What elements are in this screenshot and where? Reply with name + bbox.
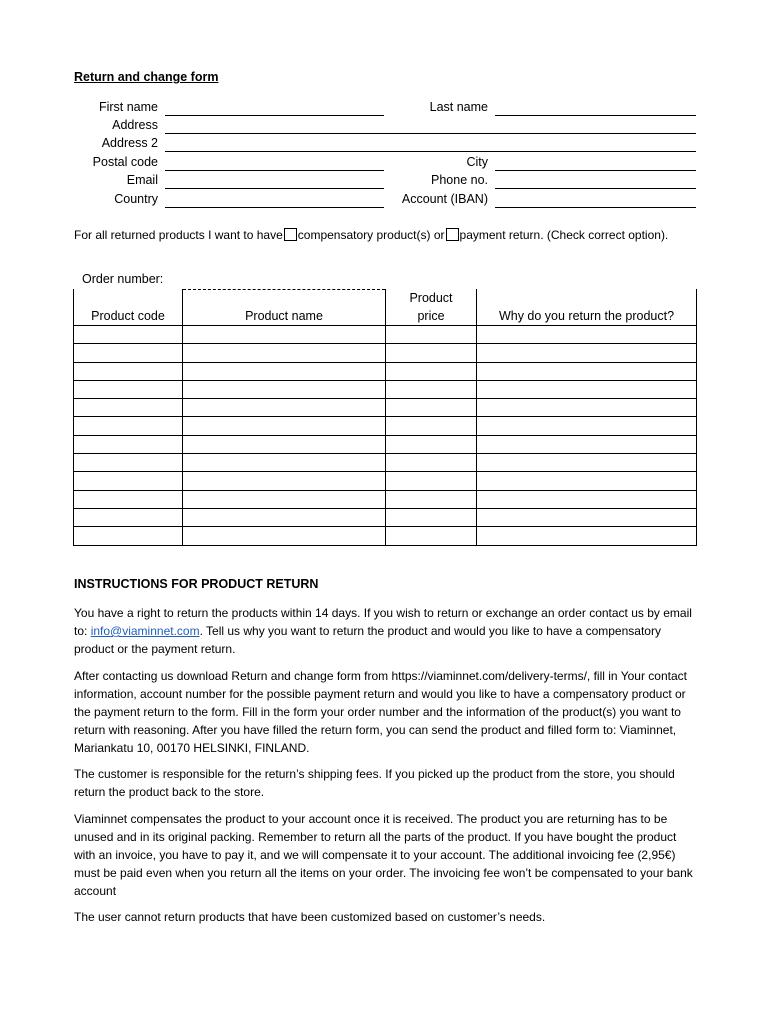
reason-cell[interactable]	[477, 399, 697, 417]
price-cell[interactable]	[386, 527, 477, 545]
price-cell[interactable]	[386, 344, 477, 362]
table-body	[74, 326, 697, 546]
reason-cell[interactable]	[477, 417, 697, 435]
instructions-paragraph-2: After contacting us download Return and change form from https://viaminnet.com/delivery-terms/, fill in Your contact information, account number for the possible payment return and would you like to have a compensatory product or the payment return to the form. Fill in the form your order number and the information of the product(s) you want to return with reasoning. After you have filled the return form, you can send the product and filled form to: Viaminnet, Mariankatu 10, 00170 HELSINKI, FINLAND.	[74, 669, 687, 755]
phone-field[interactable]	[495, 188, 696, 189]
price-cell[interactable]	[386, 326, 477, 344]
reason-cell[interactable]	[477, 472, 697, 490]
code-cell[interactable]	[74, 380, 183, 398]
table-row	[74, 508, 697, 526]
form-title: Return and change form	[74, 70, 219, 84]
table-row	[74, 472, 697, 490]
code-cell[interactable]	[74, 399, 183, 417]
postal-code-field[interactable]	[165, 170, 384, 171]
country-field[interactable]	[165, 207, 384, 208]
reason-cell[interactable]	[477, 490, 697, 508]
table-row	[74, 362, 697, 380]
code-cell[interactable]	[74, 435, 183, 453]
price-cell[interactable]	[386, 435, 477, 453]
address2-field[interactable]	[165, 151, 696, 152]
name-cell[interactable]	[183, 527, 386, 545]
header-product-price: Product price	[386, 289, 477, 326]
code-cell[interactable]	[74, 490, 183, 508]
account-field[interactable]	[495, 207, 696, 208]
table-row	[74, 490, 697, 508]
option-text-payment: payment return. (Check correct option).	[459, 228, 669, 242]
instructions-paragraph-4: Viaminnet compensates the product to your account once it is received. The product you are returning has to be unused and in its original packing. Remember to return all the parts of the product. If you have bought the product with an invoice, you have to pay it, and we will compensate it to your account. The additional invoicing fee (2,95€) must be paid even when you return all the items on your order. The invoicing fee won’t be compensated to your bank account	[74, 812, 693, 898]
reason-cell[interactable]	[477, 344, 697, 362]
address-field[interactable]	[165, 133, 696, 134]
code-cell[interactable]	[74, 326, 183, 344]
instructions-paragraph-5: The user cannot return products that have been customized based on customer’s needs.	[74, 910, 546, 924]
name-cell[interactable]	[183, 399, 386, 417]
table-row	[74, 380, 697, 398]
account-label: Account (IBAN)	[401, 192, 488, 206]
name-cell[interactable]	[183, 417, 386, 435]
name-cell[interactable]	[183, 472, 386, 490]
city-field[interactable]	[495, 170, 696, 171]
header-product-code: Product code	[74, 289, 183, 326]
order-number-label: Order number:	[82, 272, 164, 286]
header-product-name: Product name	[183, 289, 386, 326]
name-cell[interactable]	[183, 435, 386, 453]
code-cell[interactable]	[74, 472, 183, 490]
option-text-compensatory: compensatory product(s) or	[297, 228, 445, 242]
price-cell[interactable]	[386, 399, 477, 417]
table-row	[74, 344, 697, 362]
table-row	[74, 435, 697, 453]
code-cell[interactable]	[74, 527, 183, 545]
price-cell[interactable]	[386, 490, 477, 508]
instructions-title: INSTRUCTIONS FOR PRODUCT RETURN	[74, 577, 319, 591]
code-cell[interactable]	[74, 417, 183, 435]
country-label: Country	[114, 192, 158, 206]
email-label: Email	[126, 173, 158, 187]
name-cell[interactable]	[183, 490, 386, 508]
code-cell[interactable]	[74, 454, 183, 472]
first-name-label: First name	[98, 100, 158, 114]
table-row	[74, 527, 697, 545]
reason-cell[interactable]	[477, 362, 697, 380]
last-name-field[interactable]	[495, 115, 696, 116]
reason-cell[interactable]	[477, 454, 697, 472]
reason-cell[interactable]	[477, 435, 697, 453]
city-label: City	[466, 155, 488, 169]
table-row	[74, 417, 697, 435]
email-field[interactable]	[165, 188, 384, 189]
phone-label: Phone no.	[431, 173, 488, 187]
last-name-label: Last name	[429, 100, 488, 114]
address-label: Address	[112, 118, 158, 132]
instructions-paragraph-1	[74, 604, 699, 658]
first-name-field[interactable]	[165, 115, 384, 116]
code-cell[interactable]	[74, 362, 183, 380]
option-text-intro: For all returned products I want to have	[74, 228, 283, 242]
name-cell[interactable]	[183, 454, 386, 472]
price-cell[interactable]	[386, 380, 477, 398]
email-link[interactable]: info@viaminnet.com	[90, 624, 200, 638]
price-cell[interactable]	[386, 417, 477, 435]
compensatory-checkbox[interactable]	[284, 228, 297, 241]
code-cell[interactable]	[74, 508, 183, 526]
name-cell[interactable]	[183, 362, 386, 380]
p1-text-before: You have a right to return the products within 14 days. If you wish to return or exchange an order contact us by email to:	[74, 606, 692, 638]
table-row	[74, 326, 697, 344]
postal-code-label: Postal code	[92, 155, 158, 169]
name-cell[interactable]	[183, 344, 386, 362]
name-cell[interactable]	[183, 326, 386, 344]
code-cell[interactable]	[74, 344, 183, 362]
p1-text-after: . Tell us why you want to return the product and would you like to have a compensatory product or the payment return.	[74, 624, 661, 656]
reason-cell[interactable]	[477, 326, 697, 344]
address2-label: Address 2	[101, 136, 158, 150]
price-cell[interactable]	[386, 508, 477, 526]
header-return-reason: Why do you return the product?	[477, 289, 697, 326]
table-header-row	[74, 289, 697, 326]
price-cell[interactable]	[386, 454, 477, 472]
return-option-line	[74, 226, 704, 244]
product-table	[73, 289, 697, 546]
reason-cell[interactable]	[477, 508, 697, 526]
table-row	[74, 399, 697, 417]
reason-cell[interactable]	[477, 380, 697, 398]
payment-return-checkbox[interactable]	[446, 228, 459, 241]
name-cell[interactable]	[183, 380, 386, 398]
price-cell[interactable]	[386, 362, 477, 380]
name-cell[interactable]	[183, 508, 386, 526]
price-cell[interactable]	[386, 472, 477, 490]
reason-cell[interactable]	[477, 527, 697, 545]
instructions-paragraph-3: The customer is responsible for the return’s shipping fees. If you picked up the product from the store, you should return the product back to the store.	[74, 767, 675, 799]
table-row	[74, 454, 697, 472]
